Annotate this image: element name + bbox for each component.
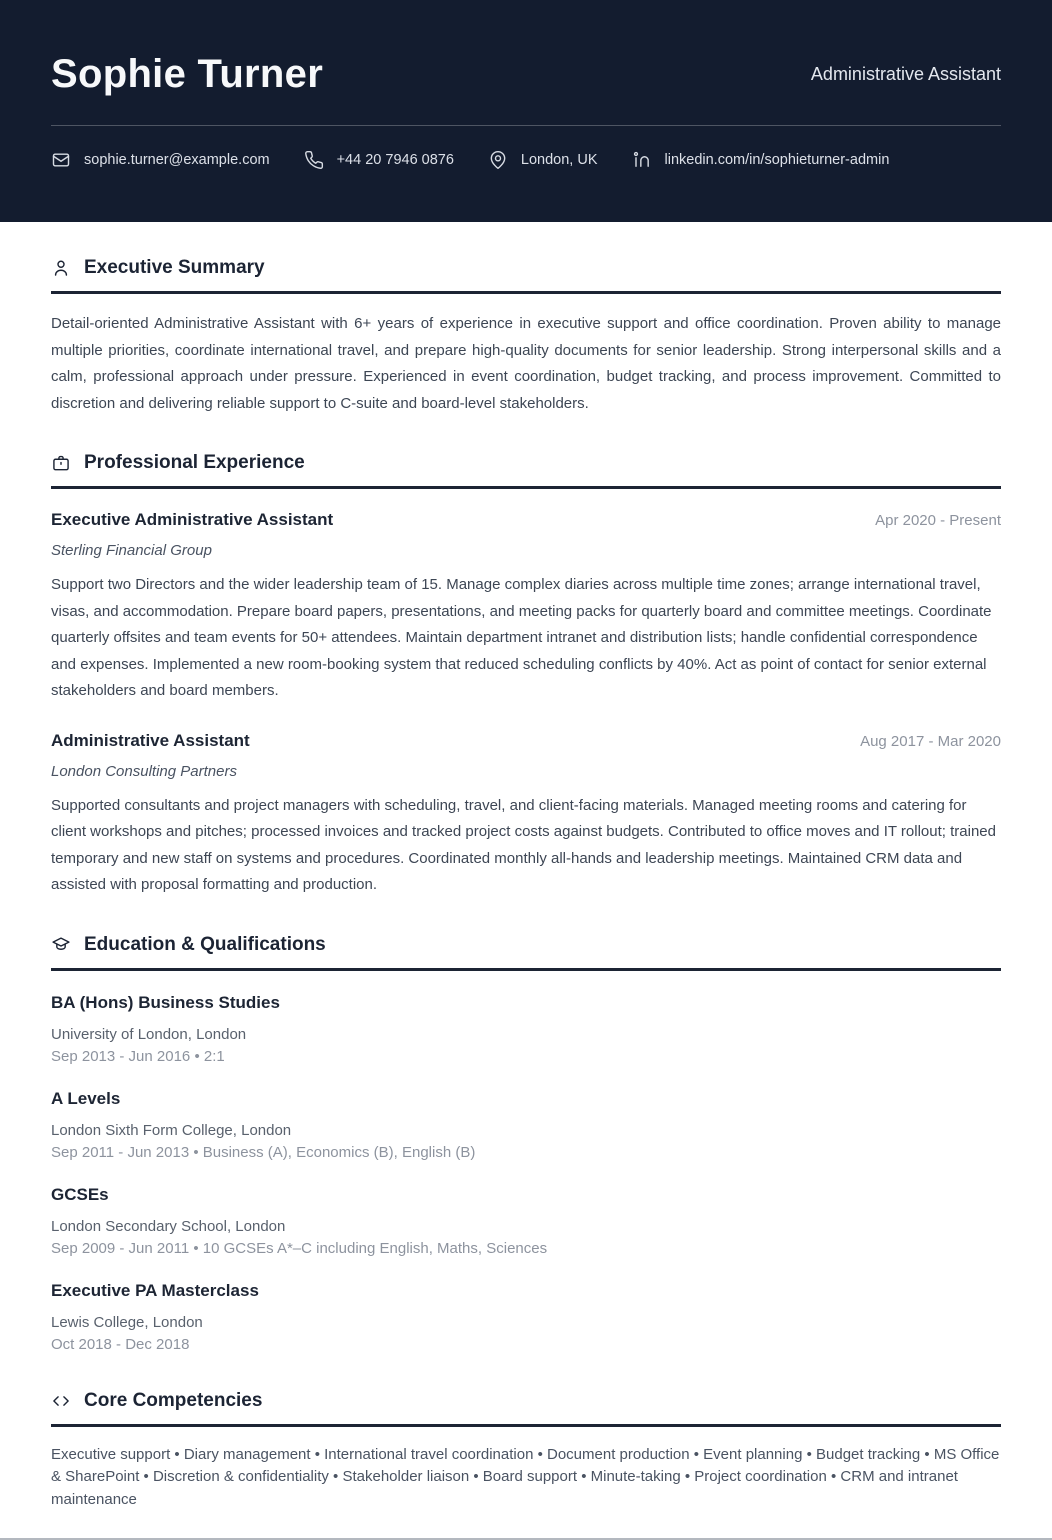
- section-title-core-competencies: Core Competencies: [84, 1389, 263, 1411]
- job-entry: [51, 510, 1001, 705]
- section-core-competencies: [51, 1390, 1001, 1512]
- candidate-job-title: Administrative Assistant: [810, 64, 1001, 84]
- section-rule: [51, 291, 1001, 294]
- section-rule: [51, 968, 1001, 971]
- contact-location: [488, 150, 598, 170]
- job-title: Executive Administrative Assistant: [51, 510, 334, 529]
- education-entry: [51, 1281, 1001, 1355]
- section-professional-experience: [51, 452, 1001, 899]
- briefcase-icon: [51, 453, 71, 473]
- education-entry: [51, 993, 1001, 1067]
- mail-icon: [51, 150, 71, 170]
- contact-linkedin-text: linkedin.com/in/sophieturner-admin: [664, 152, 890, 168]
- contact-email: [51, 150, 270, 170]
- section-title-executive-summary: Executive Summary: [84, 257, 265, 278]
- education-entry: [51, 1089, 1001, 1163]
- contact-phone: [304, 150, 454, 170]
- header-divider: [51, 125, 1001, 126]
- section-education: [51, 934, 1001, 1355]
- code-icon: [51, 1391, 71, 1411]
- contact-email-text: sophie.turner@example.com: [84, 152, 270, 168]
- education-entry: [51, 1185, 1001, 1259]
- job-entry: [51, 731, 1001, 899]
- competencies-text: Executive support • Diary management • International travel coordination • Document production • Event planning • Budget tracking • MS Office & SharePoint • Discretion & confidentiality • Stakeholder liaison • Board support • Minute-taking • Project coordination • CRM and intranet maintenance: [51, 1445, 1000, 1508]
- executive-summary-text: Detail-oriented Administrative Assistant with 6+ years of experience in executive support and office coordination. Proven ability to manage multiple priorities, coordinate international travel, and prepare high-quality documents for senior leadership. Strong interpersonal skills and a calm, professional approach under pressure. Experienced in event coordination, budget tracking, and process improvement. Committed to discretion and delivering reliable support to C-suite and board-level stakeholders.: [51, 315, 1001, 412]
- contact-linkedin: [632, 150, 890, 170]
- job-header: [51, 510, 1001, 530]
- education-details: Sep 2009 - Jun 2011 • 10 GCSEs A*–C including English, Maths, Sciences: [51, 1239, 548, 1257]
- education-degree: A Levels: [51, 1088, 121, 1108]
- section-heading-row: [51, 452, 1001, 474]
- header-top-row: [51, 52, 1001, 97]
- job-dates: Aug 2017 - Mar 2020: [860, 732, 1001, 750]
- education-institution: University of London, London: [51, 1025, 247, 1043]
- linkedin-icon: [632, 150, 652, 170]
- contact-location-text: London, UK: [520, 152, 598, 168]
- resume-header: [0, 0, 1052, 222]
- section-heading-row: [51, 257, 1001, 279]
- job-description: Support two Directors and the wider leadership team of 15. Manage complex diaries across multiple time zones; arrange international travel, visas, and accommodation. Prepare board papers, presentations, and meeting packs for quarterly board and committee meetings. Coordinate quarterly offsites and team events for 50+ attendees. Maintain department intranet and distribution lists; handle confidential correspondence and expenses. Implemented a new room-booking system that reduced scheduling conflicts by 40%. Act as point of contact for senior external stakeholders and board members.: [51, 576, 992, 699]
- section-heading-row: [51, 934, 1001, 956]
- job-company: London Consulting Partners: [51, 762, 237, 780]
- section-heading-row: [51, 1390, 1001, 1412]
- job-header: [51, 731, 1001, 751]
- resume-body: [0, 257, 1052, 1511]
- education-details: Oct 2018 - Dec 2018: [51, 1335, 190, 1353]
- section-rule: [51, 1424, 1001, 1427]
- contact-phone-text: +44 20 7946 0876: [336, 152, 454, 168]
- person-icon: [51, 258, 71, 278]
- location-icon: [488, 150, 508, 170]
- phone-icon: [304, 150, 324, 170]
- contact-row: [51, 150, 1001, 170]
- education-degree: GCSEs: [51, 1184, 109, 1204]
- section-title-education: Education & Qualifications: [84, 933, 326, 955]
- job-description: Supported consultants and project managers with scheduling, travel, and client-facing materials. Managed meeting rooms and catering for client workshops and pitches; processed invoices and tracked project costs against budgets. Contributed to office moves and IT rollout; trained temporary and new staff on systems and procedures. Coordinated monthly all-hands and leadership meetings. Maintained CRM data and assisted with proposal formatting and production.: [51, 796, 996, 893]
- job-title: Administrative Assistant: [51, 730, 250, 750]
- candidate-name: Sophie Turner: [51, 52, 324, 96]
- job-company: Sterling Financial Group: [51, 542, 212, 559]
- education-institution: Lewis College, London: [51, 1313, 203, 1331]
- education-institution: London Sixth Form College, London: [51, 1121, 292, 1139]
- section-rule: [51, 486, 1001, 489]
- job-dates: Apr 2020 - Present: [875, 512, 1001, 529]
- education-details: Sep 2013 - Jun 2016 • 2:1: [51, 1047, 225, 1065]
- section-title-professional-experience: Professional Experience: [84, 452, 305, 473]
- education-details: Sep 2011 - Jun 2013 • Business (A), Economics (B), English (B): [51, 1143, 476, 1161]
- education-degree: BA (Hons) Business Studies: [51, 992, 280, 1012]
- education-degree: Executive PA Masterclass: [51, 1280, 259, 1300]
- section-executive-summary: [51, 257, 1001, 417]
- graduation-cap-icon: [51, 935, 71, 955]
- education-institution: London Secondary School, London: [51, 1217, 286, 1235]
